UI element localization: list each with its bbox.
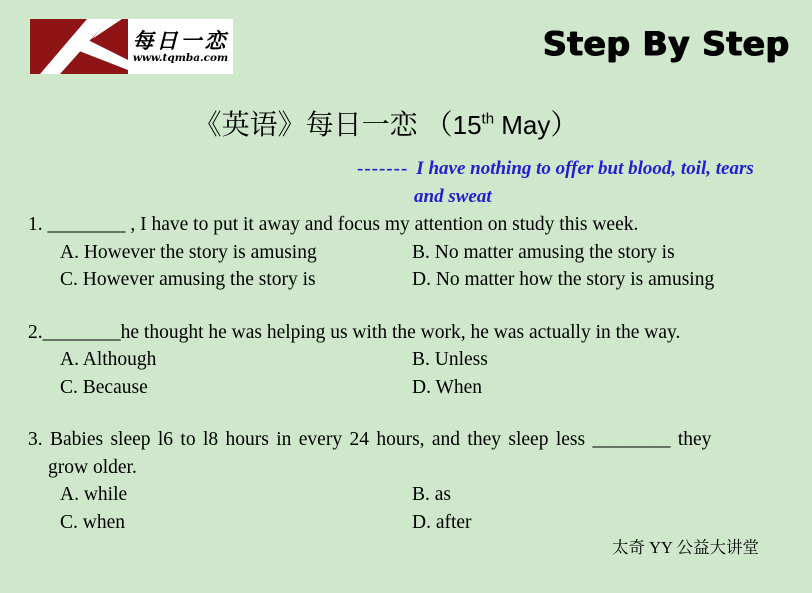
epigraph-line2: and sweat: [414, 186, 492, 207]
question-3-stem-line1: 3. Babies sleep l6 to l8 hours in every 24 hours, and they sleep less ________ they: [28, 429, 712, 450]
page-title-text: 《英语》每日一恋 （: [193, 110, 453, 141]
question-1-option-d: D. No matter how the story is amusing: [412, 269, 715, 290]
page-title-day: 15: [452, 110, 482, 140]
epigraph-dashes: -------: [357, 158, 409, 179]
question-1-option-a: A. However the story is amusing: [60, 241, 317, 263]
question-3: [28, 426, 775, 536]
question-3-stem-line2: grow older.: [48, 456, 137, 478]
question-2-option-c: C. Because: [60, 376, 148, 398]
question-1: [28, 211, 775, 294]
question-3-option-c: C. when: [60, 511, 125, 533]
question-3-option-b: B. as: [412, 484, 451, 505]
page-title-month: May: [494, 110, 551, 140]
brand-panel: [128, 19, 233, 74]
footer-credit: 太奇 YY 公益大讲堂: [612, 538, 759, 557]
brand-logo: [30, 19, 233, 74]
question-2-options: [60, 346, 775, 401]
epigraph-text1: I have nothing to offer but blood, toil, tears: [416, 158, 754, 179]
epigraph: [357, 155, 754, 211]
tagline: Step By Step: [543, 24, 790, 63]
page-title: [0, 106, 792, 145]
brand-mark-icon: [30, 19, 128, 74]
question-1-option-c: C. However amusing the story is: [60, 269, 316, 290]
question-3-options: [60, 481, 775, 536]
page-title-close: ）: [550, 110, 579, 141]
question-2-option-a: A. Although: [60, 349, 157, 370]
question-list: [28, 211, 775, 536]
question-1-option-b: B. No matter amusing the story is: [412, 241, 675, 263]
question-1-stem: 1. ________ , I have to put it away and focus my attention on study this week.: [28, 214, 639, 235]
question-2-option-d: D. When: [412, 376, 483, 398]
page-title-ordinal: th: [481, 110, 495, 128]
question-2-option-b: B. Unless: [412, 349, 488, 370]
question-2-stem: 2.________he thought he was helping us with the work, he was actually in the way.: [28, 321, 681, 343]
brand-wordmark: 每日一恋: [132, 27, 229, 53]
question-3-option-d: D. after: [412, 511, 472, 533]
question-1-options: [60, 239, 775, 294]
question-3-option-a: A. while: [60, 484, 128, 505]
question-2: [28, 319, 775, 402]
epigraph-line1: [357, 155, 754, 183]
brand-url: www.tqmba.com: [132, 51, 229, 64]
